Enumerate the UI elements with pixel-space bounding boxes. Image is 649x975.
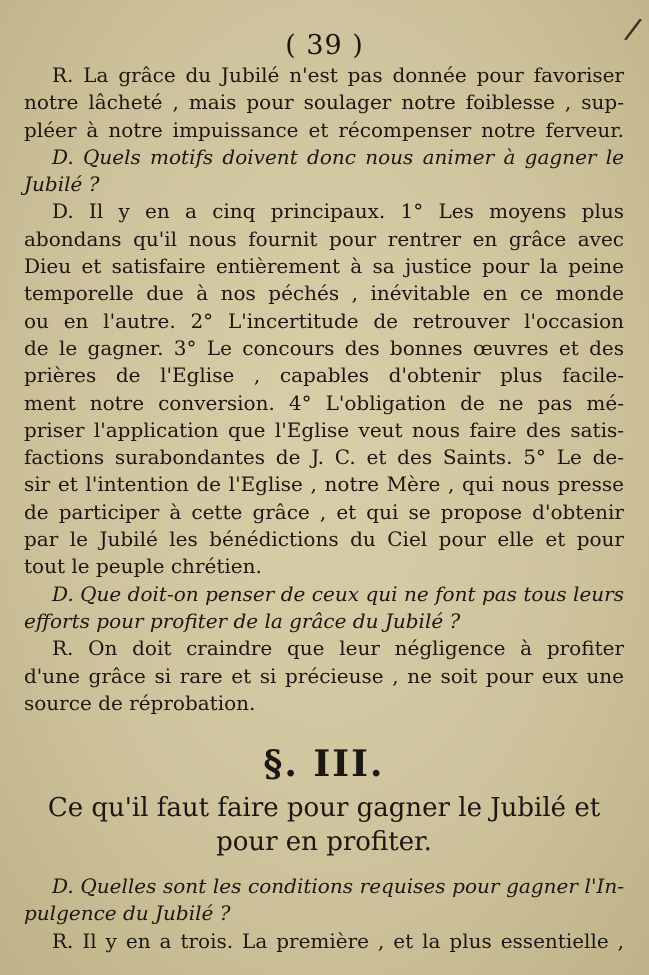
text-line: temporelle due à nos péchés , inévitable en ce monde <box>24 281 624 306</box>
text-line: R. On doit craindre que leur négligence à profiter <box>52 636 624 661</box>
text-line: R. La grâce du Jubilé n'est pas donnée pour favoriser <box>52 63 624 87</box>
text-line: D. Il y en a cinq principaux. 1° Les moyens plus <box>52 199 624 224</box>
section-heading: §. III. <box>263 743 385 786</box>
text-line: de participer à cette grâce , et qui se propose d'obtenir <box>24 499 624 524</box>
spacer <box>24 859 624 873</box>
question-1 <box>24 144 624 199</box>
text-line: efforts pour profiter de la grâce du Jubilé ? <box>24 608 461 633</box>
paragraph-answer-4 <box>24 928 624 955</box>
margin-mark: / <box>622 11 644 48</box>
paragraph-answer-1 <box>24 62 624 144</box>
text-line: D. Que doit-on penser de ceux qui ne font pas tous leurs <box>52 581 624 606</box>
paragraph-answer-3 <box>24 635 624 717</box>
text-line: D. Quelles sont les conditions requises pour gagner l'In- <box>52 874 624 899</box>
text-line: pulgence du Jubilé ? <box>24 901 231 926</box>
text-line: ou en l'autre. 2° L'incertitude de retrouver l'occasion <box>24 308 624 333</box>
text-line: priser l'application que l'Eglise veut nous faire des satis- <box>24 417 624 442</box>
question-2 <box>24 581 624 636</box>
paragraph-answer-2 <box>24 198 624 580</box>
text-line: R. Il y en a trois. La première , et la plus essentielle , <box>52 928 624 953</box>
text-line: de le gagner. 3° Le concours des bonnes œuvres et des <box>24 335 624 360</box>
page-body <box>24 62 624 955</box>
text-line: pléer à notre impuissance et récompenser notre ferveur. <box>24 117 624 142</box>
section-title-line: Ce qu'il faut faire pour gagner le Jubilé et <box>47 793 601 824</box>
text-line: factions surabondantes de J. C. et des Saints. 5° Le de- <box>24 445 624 470</box>
text-line: source de réprobation. <box>24 690 256 715</box>
text-line: sir et l'intention de l'Eglise , notre Mère , qui nous presse <box>24 472 624 497</box>
text-line: ment notre conversion. 4° L'obligation de ne pas mé- <box>24 390 624 415</box>
text-line: Dieu et satisfaire entièrement à sa justice pour la peine <box>24 254 624 279</box>
text-line: d'une grâce si rare et si précieuse , ne soit pour eux une <box>24 663 624 688</box>
page-number: ( 39 ) <box>285 30 364 61</box>
text-line: par le Jubilé les bénédictions du Ciel pour elle et pour <box>24 527 624 552</box>
section-title-line: pour en profiter. <box>216 827 432 858</box>
question-3 <box>24 873 624 928</box>
text-line: D. Quels motifs doivent donc nous animer à gagner le <box>52 144 624 169</box>
text-line: tout le peuple chrétien. <box>24 554 262 579</box>
text-line: notre lâcheté , mais pour soulager notre foiblesse , sup- <box>24 90 624 115</box>
text-line: abondans qu'il nous fournit pour rentrer en grâce avec <box>24 226 624 251</box>
text-line: Jubilé ? <box>24 172 100 197</box>
text-line: prières de l'Eglise , capables d'obtenir plus facile- <box>24 363 624 388</box>
